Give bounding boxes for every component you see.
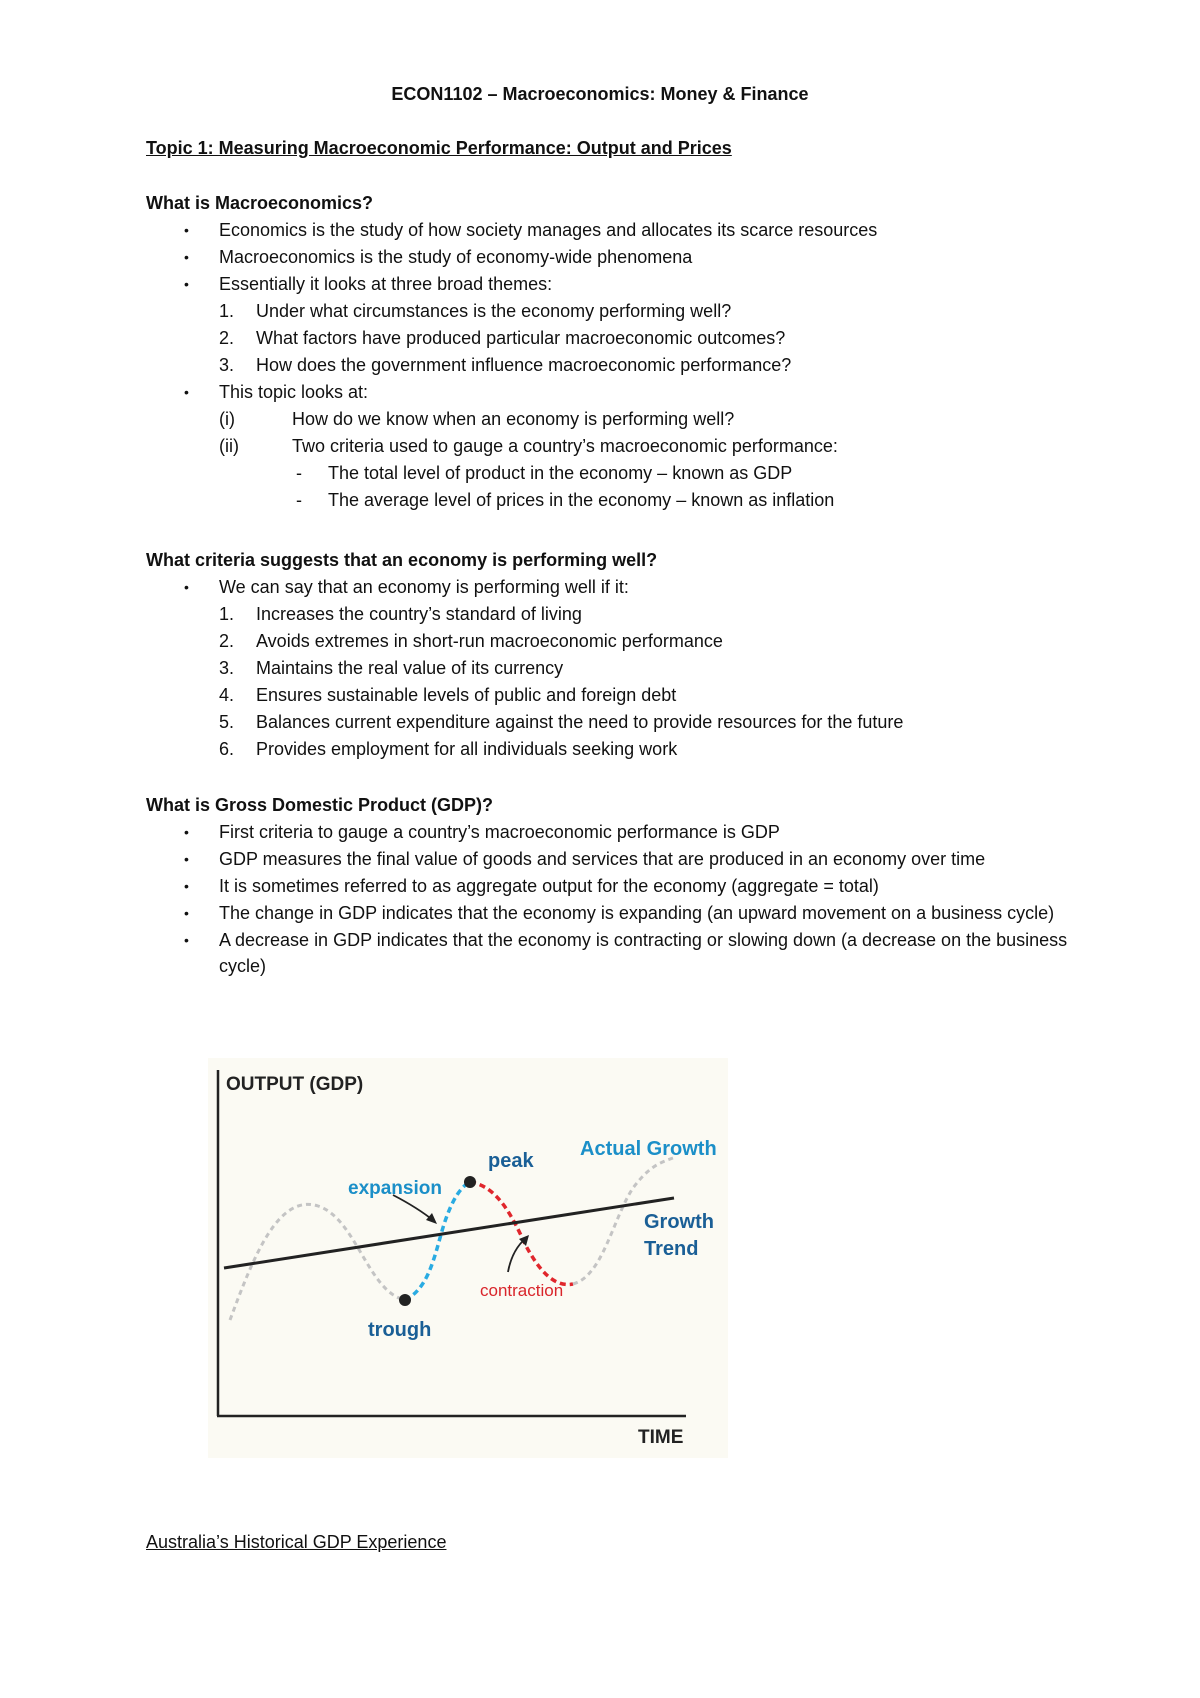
section-what-is-gdp xyxy=(146,792,1086,979)
item-roman: (ii) xyxy=(219,436,239,456)
roman-item xyxy=(146,433,1086,460)
document-title: ECON1102 – Macroeconomics: Money & Finance xyxy=(391,84,809,104)
item-number: 3. xyxy=(219,658,235,678)
item-text: Under what circumstances is the economy performing well? xyxy=(256,301,732,321)
item-text: The average level of prices in the economy – known as inflation xyxy=(328,490,835,510)
roman-item xyxy=(146,406,1086,433)
item-number: 4. xyxy=(219,685,235,705)
bullet-item xyxy=(146,271,1086,298)
bullet-glyph: • xyxy=(184,222,189,238)
x-axis-label: TIME xyxy=(638,1427,684,1448)
dash-glyph: - xyxy=(296,463,302,483)
dash-item xyxy=(146,487,1086,514)
bullet-glyph: • xyxy=(184,824,189,840)
section-heading: What is Gross Domestic Product (GDP)? xyxy=(146,795,494,815)
bullet-text: It is sometimes referred to as aggregate output for the economy (aggregate = total) xyxy=(219,876,879,896)
bullet-glyph: • xyxy=(184,579,189,595)
numbered-item xyxy=(146,628,1086,655)
item-number: 2. xyxy=(219,328,235,348)
business-cycle-figure xyxy=(208,1058,728,1458)
bullet-item xyxy=(146,846,1086,873)
item-text: Increases the country’s standard of living xyxy=(256,604,582,624)
bullet-item xyxy=(146,574,1086,601)
y-axis-label: OUTPUT (GDP) xyxy=(226,1074,364,1095)
bullet-item xyxy=(146,819,1086,846)
dash-item xyxy=(146,460,1086,487)
bullet-glyph: • xyxy=(184,384,189,400)
item-number: 5. xyxy=(219,712,235,732)
item-text: Two criteria used to gauge a country’s macroeconomic performance: xyxy=(292,436,838,456)
item-text: Provides employment for all individuals seeking work xyxy=(256,739,678,759)
item-text: What factors have produced particular macroeconomic outcomes? xyxy=(256,328,786,348)
bullet-text: The change in GDP indicates that the economy is expanding (an upward movement on a business cycle) xyxy=(219,903,1055,923)
item-number: 1. xyxy=(219,301,235,321)
bullet-text: We can say that an economy is performing well if it: xyxy=(219,577,629,597)
topic-title: Topic 1: Measuring Macroeconomic Performance: Output and Prices xyxy=(146,138,732,158)
bullet-text: A decrease in GDP indicates that the economy is contracting or slowing down (a decrease on the business cycle) xyxy=(219,930,1068,976)
bullet-item xyxy=(146,379,1086,406)
peak-label: peak xyxy=(488,1150,534,1172)
bullet-text: First criteria to gauge a country’s macroeconomic performance is GDP xyxy=(219,822,780,842)
bullet-item xyxy=(146,217,1086,244)
item-text: Balances current expenditure against the need to provide resources for the future xyxy=(256,712,904,732)
peak-point xyxy=(464,1176,476,1188)
item-number: 2. xyxy=(219,631,235,651)
bullet-item xyxy=(146,244,1086,271)
numbered-item xyxy=(146,655,1086,682)
trough-point xyxy=(399,1294,411,1306)
numbered-item xyxy=(146,325,1086,352)
business-cycle-diagram xyxy=(208,1058,728,1458)
bullet-text: GDP measures the final value of goods and services that are produced in an economy over time xyxy=(219,849,986,869)
item-text: How do we know when an economy is performing well? xyxy=(292,409,735,429)
bullet-text: Macroeconomics is the study of economy-wide phenomena xyxy=(219,247,693,267)
contraction-label: contraction xyxy=(480,1281,564,1300)
trough-label: trough xyxy=(368,1319,432,1341)
bullet-glyph: • xyxy=(184,932,189,948)
bullet-item xyxy=(146,927,1086,979)
numbered-item xyxy=(146,709,1086,736)
expansion-label: expansion xyxy=(348,1178,442,1199)
section-performance-criteria xyxy=(146,547,1086,763)
numbered-item xyxy=(146,298,1086,325)
item-text: The total level of product in the economy – known as GDP xyxy=(328,463,793,483)
bullet-glyph: • xyxy=(184,276,189,292)
section-heading-australia-gdp: Australia’s Historical GDP Experience xyxy=(146,1532,447,1552)
expansion-curve xyxy=(405,1182,470,1300)
expansion-arrowhead xyxy=(426,1213,437,1224)
item-number: 3. xyxy=(219,355,235,375)
growth-trend-label: Trend xyxy=(644,1238,699,1260)
numbered-item xyxy=(146,601,1086,628)
growth-trend-label: Growth xyxy=(644,1211,714,1233)
numbered-item xyxy=(146,736,1086,763)
dash-glyph: - xyxy=(296,490,302,510)
bullet-item xyxy=(146,900,1086,927)
section-heading: What criteria suggests that an economy is performing well? xyxy=(146,550,658,570)
contraction-curve xyxy=(470,1182,573,1285)
bullet-glyph: • xyxy=(184,851,189,867)
item-text: Ensures sustainable levels of public and foreign debt xyxy=(256,685,677,705)
bullet-text: This topic looks at: xyxy=(219,382,369,402)
actual-growth-label: Actual Growth xyxy=(580,1138,717,1160)
item-text: Avoids extremes in short-run macroeconomic performance xyxy=(256,631,723,651)
bullet-text: Economics is the study of how society manages and allocates its scarce resources xyxy=(219,220,878,240)
item-text: How does the government influence macroeconomic performance? xyxy=(256,355,792,375)
bullet-glyph: • xyxy=(184,878,189,894)
section-heading: What is Macroeconomics? xyxy=(146,193,374,213)
bullet-item xyxy=(146,873,1086,900)
numbered-item xyxy=(146,682,1086,709)
bullet-text: Essentially it looks at three broad themes: xyxy=(219,274,553,294)
numbered-item xyxy=(146,352,1086,379)
item-text: Maintains the real value of its currency xyxy=(256,658,564,678)
section-what-is-macroeconomics xyxy=(146,190,1086,514)
bullet-glyph: • xyxy=(184,905,189,921)
item-number: 1. xyxy=(219,604,235,624)
bullet-glyph: • xyxy=(184,249,189,265)
item-roman: (i) xyxy=(219,409,235,429)
item-number: 6. xyxy=(219,739,235,759)
